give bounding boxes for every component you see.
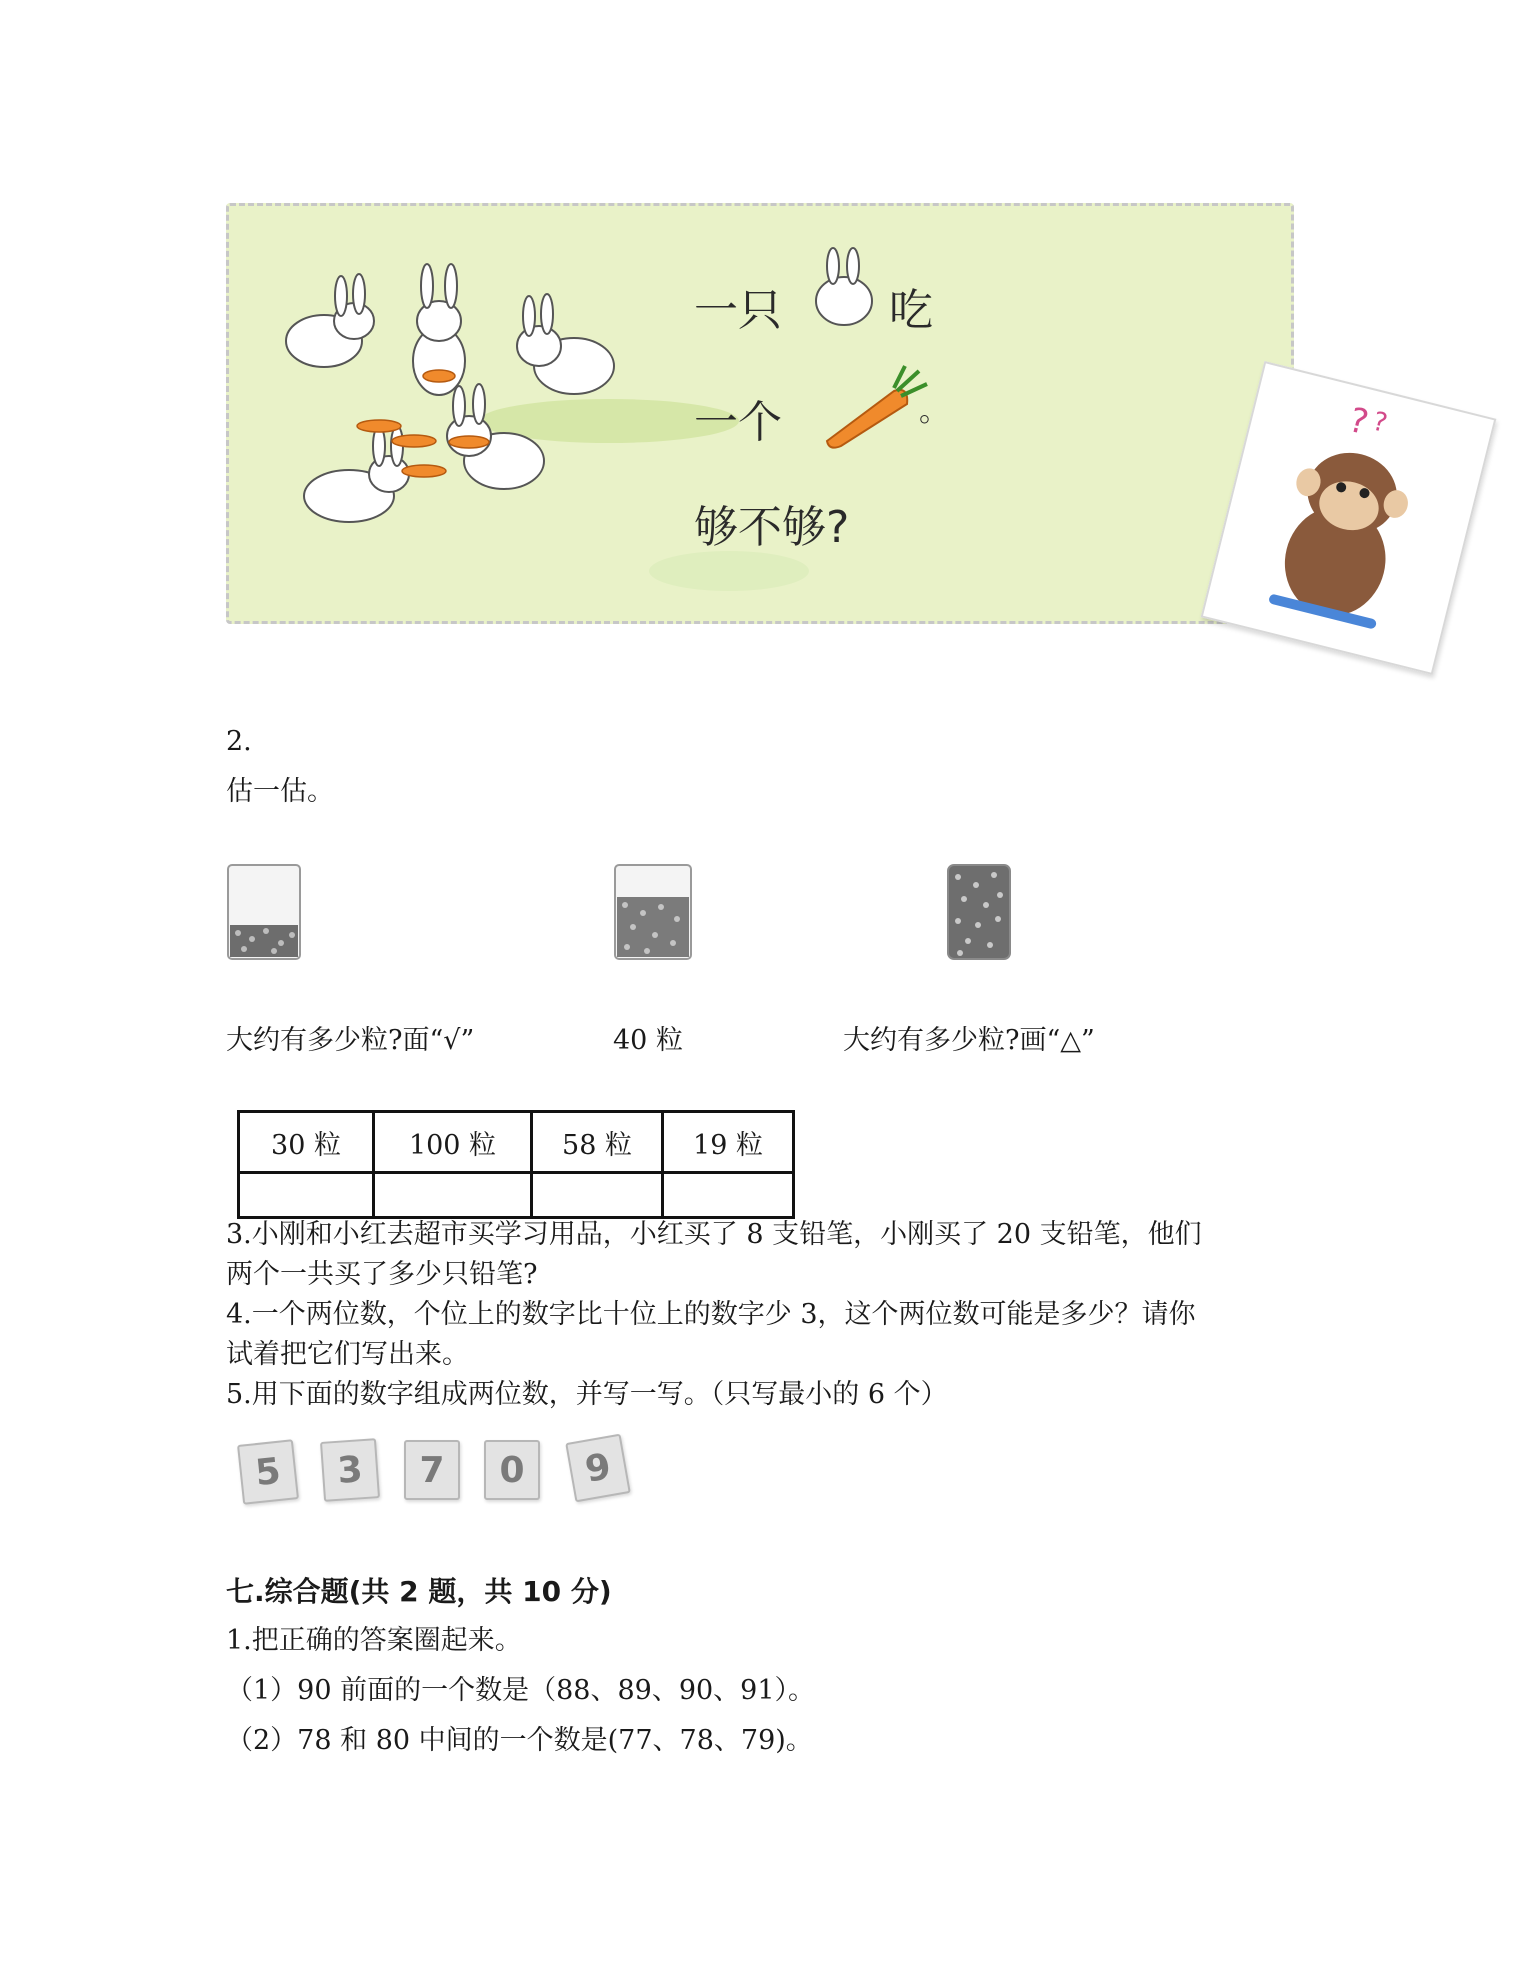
table-cell-header: 58 粒 — [532, 1112, 663, 1173]
table-cell-header: 30 粒 — [239, 1112, 374, 1173]
answer-blank-cell[interactable] — [239, 1173, 374, 1218]
jar-few-beans — [226, 863, 302, 963]
digit-card: 3 — [320, 1438, 380, 1502]
table-cell-header: 100 粒 — [374, 1112, 532, 1173]
banner-line1-b: 吃 — [889, 285, 933, 336]
svg-text:?: ? — [1369, 406, 1391, 439]
q2-label-left: 大约有多少粒?面“√” — [226, 1025, 475, 1056]
jar-medium-beans — [613, 863, 693, 963]
answer-blank-cell[interactable] — [374, 1173, 532, 1218]
banner-line2: 一个 — [694, 397, 782, 448]
q2-number: 2. — [226, 726, 252, 757]
answer-table — [237, 1110, 795, 1219]
rabbit-carrot-illustration — [226, 203, 1391, 624]
q4-line1: 4.一个两位数，个位上的数字比十位上的数字少 3，这个两位数可能是多少？请你 — [226, 1299, 1196, 1330]
table-cell-header: 19 粒 — [663, 1112, 794, 1173]
q2-instruction: 估一估。 — [226, 776, 334, 807]
digit-card: 9 — [565, 1434, 631, 1503]
q2-label-right: 大约有多少粒?画“△” — [843, 1025, 1095, 1056]
digit-card: 7 — [404, 1440, 460, 1500]
svg-text:?: ? — [1345, 400, 1373, 444]
jar-full-beans — [946, 863, 1012, 963]
section7-q1-b: （2）78 和 80 中间的一个数是(77、78、79)。 — [226, 1725, 813, 1756]
q2-label-middle: 40 粒 — [613, 1025, 683, 1056]
section7-q1: 1.把正确的答案圈起来。 — [226, 1625, 522, 1656]
section-heading: 七.综合题(共 2 题，共 10 分) — [226, 1575, 612, 1608]
banner-line2-end: 。 — [919, 394, 949, 429]
answer-blank-cell[interactable] — [663, 1173, 794, 1218]
digit-card: 0 — [484, 1440, 540, 1500]
digit-cards — [226, 1432, 656, 1512]
q5-line1: 5.用下面的数字组成两位数，并写一写。（只写最小的 6 个） — [226, 1379, 948, 1410]
answer-blank-cell[interactable] — [532, 1173, 663, 1218]
section7-q1-a: （1）90 前面的一个数是（88、89、90、91）。 — [226, 1675, 816, 1706]
digit-card: 5 — [237, 1439, 299, 1505]
q3-line2: 两个一共买了多少只铅笔? — [226, 1259, 538, 1290]
banner-line3: 够不够? — [694, 502, 850, 553]
q4-line2: 试着把它们写出来。 — [226, 1339, 469, 1370]
q3-line1: 3.小刚和小红去超市买学习用品，小红买了 8 支铅笔，小刚买了 20 支铅笔，他们 — [226, 1219, 1202, 1250]
banner-line1-a: 一只 — [694, 285, 782, 336]
